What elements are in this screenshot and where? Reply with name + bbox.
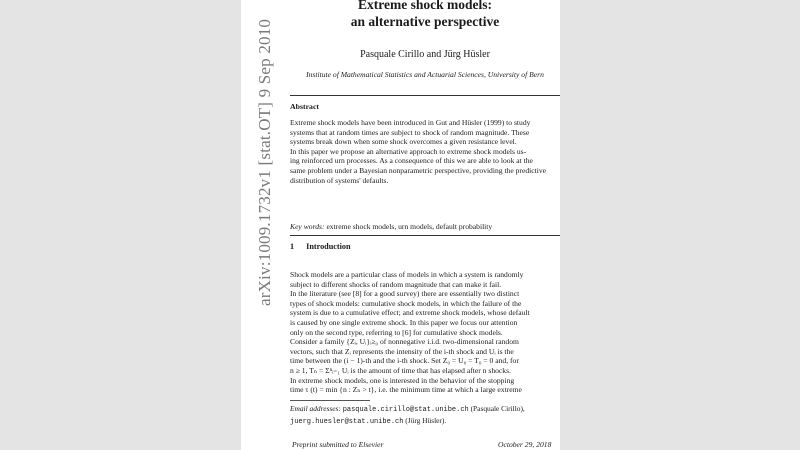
intro-line: n ≥ 1, Tₙ = Σⁿᵢ₌₁ Uᵢ is the amount of time that has elapsed after n shocks. <box>290 365 511 375</box>
abstract-line: systems break down when some shock overcomes a given resistance level. <box>290 137 517 147</box>
intro-line: subject to different shocks of random magnitude that can make it fail. <box>290 279 502 289</box>
left-margin <box>0 0 241 450</box>
abstract-heading: Abstract <box>290 102 320 111</box>
keywords-text: extreme shock models, urn models, default probability <box>326 222 493 231</box>
intro-line: only on the second type, referring to [6] for cumulative shock models. <box>290 327 503 337</box>
intro-line: time τ (t) = min {n : Zₙ > t}, i.e. the minimum time at which a large extreme <box>290 385 522 395</box>
arxiv-stamp: arXiv:1009.1732v1 [stat.OT] 9 Sep 2010 <box>255 18 274 306</box>
introduction-body <box>290 270 560 395</box>
intro-line: time between the (i − 1)-th and the i-th shock. Set Z₀ = U₀ = T₀ = 0 and, for <box>290 356 519 366</box>
abstract-line: In this paper we propose an alternative approach to extreme shock models us- <box>290 146 527 156</box>
abstract-bottom-rule <box>290 235 560 236</box>
abstract-line: Extreme shock models have been introduced in Gut and Hüsler (1999) to study <box>290 118 531 127</box>
footnote-label: Email addresses: <box>290 404 341 413</box>
intro-line: system is due to a cumulative effect; and extreme shock models, whose default <box>290 308 530 318</box>
footnote-rule <box>290 400 370 401</box>
intro-line: Consider a family {Zᵢ, Uᵢ}ᵢ≥₀ of nonnegative i.i.d. two-dimensional random <box>290 337 519 347</box>
affiliation: Institute of Mathematical Statistics and Actuarial Sciences, University of Bern <box>306 70 544 79</box>
footnote-name-1: (Pasquale Cirillo), <box>470 404 525 413</box>
abstract-body <box>290 118 560 185</box>
email-link-1[interactable]: pasquale.cirillo@stat.unibe.ch <box>342 406 469 414</box>
abstract-line: distribution of systems' defaults. <box>290 175 389 185</box>
footnote-name-2: (Jürg Hüsler). <box>405 415 447 425</box>
abstract-line: same problem under a Bayesian nonparametric perspective, providing the predictive <box>290 165 546 175</box>
footnote <box>290 404 525 427</box>
authors: Pasquale Cirillo and Jürg Hüsler <box>360 49 490 60</box>
right-margin <box>560 0 800 450</box>
intro-line: types of shock models: cumulative shock models, in which the failure of the <box>290 298 522 308</box>
intro-line: is caused by one single extreme shock. In this paper we focus our attention <box>290 317 518 327</box>
preprint-note: Preprint submitted to Elsevier <box>292 440 384 449</box>
intro-line: In the literature (see [8] for a good survey) there are essentially two distinct <box>290 289 520 299</box>
section-number: 1 <box>290 242 295 251</box>
section-heading <box>290 242 351 251</box>
preprint-date: October 29, 2018 <box>498 440 552 449</box>
abstract-line: ing reinforced urn processes. As a consequence of this we are able to look at the <box>290 156 533 166</box>
intro-line: In extreme shock models, one is interested in the behavior of the stopping <box>290 375 515 385</box>
paper-title-line-2: an alternative perspective <box>350 14 500 29</box>
intro-line: vectors, such that Zᵢ represents the intensity of the i-th shock and Uᵢ is the <box>290 346 514 356</box>
paper-title-line-1: Extreme shock models: <box>358 0 492 12</box>
email-link-2[interactable]: juerg.huesler@stat.unibe.ch <box>290 417 404 426</box>
keywords <box>290 222 492 231</box>
intro-line: Shock models are a particular class of models in which a system is randomly <box>290 270 524 279</box>
keywords-label: Key words: <box>290 222 325 231</box>
section-title: Introduction <box>306 242 351 251</box>
abstract-line: systems that at random times are subject to shock of random magnitude. These <box>290 127 530 137</box>
abstract-top-rule <box>290 95 560 96</box>
